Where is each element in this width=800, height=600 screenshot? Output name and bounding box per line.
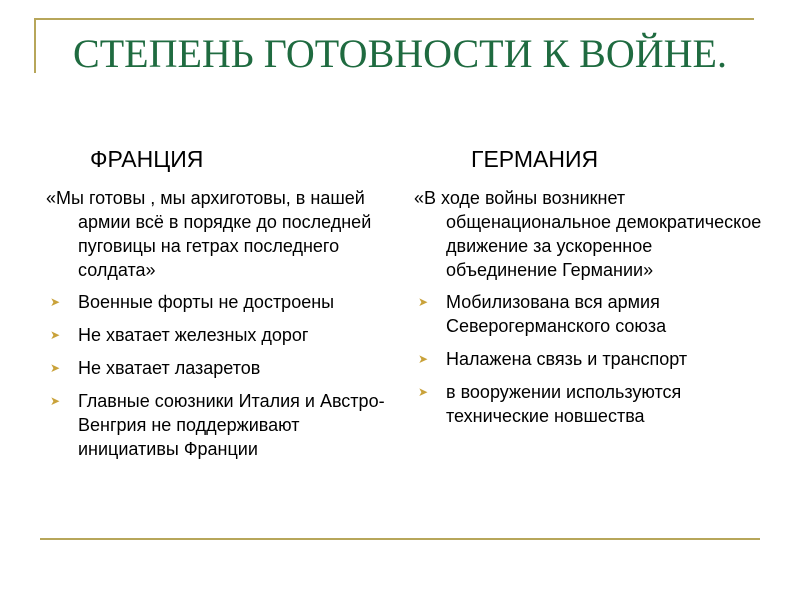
column-heading-france: ФРАНЦИЯ (90, 146, 204, 172)
slide-title: СТЕПЕНЬ ГОТОВНОСТИ К ВОЙНЕ. (73, 31, 727, 76)
list-item-text: Главные союзники Италия и Австро-Венгрия не поддерживают инициативы Франции (78, 391, 385, 459)
list-item-text: Мобилизована вся армия Северогерманского союза (446, 292, 667, 336)
frame-left-rule (34, 18, 36, 73)
arrowhead-bullet-icon: ➤ (418, 352, 429, 366)
arrowhead-bullet-icon: ➤ (50, 394, 61, 408)
list-item (46, 389, 386, 461)
frame-top-rule (34, 18, 754, 20)
list-item (46, 356, 386, 380)
bullet-list-france (46, 290, 386, 461)
list-item-text: в вооружении используются технические новшества (446, 382, 682, 426)
arrowhead-bullet-icon: ➤ (418, 385, 429, 399)
list-item-text: Налажена связь и транспорт (446, 349, 688, 369)
arrowhead-bullet-icon: ➤ (418, 295, 429, 309)
list-item-text: Военные форты не достроены (78, 292, 335, 312)
column-heading-germany: ГЕРМАНИЯ (471, 146, 599, 172)
arrowhead-bullet-icon: ➤ (50, 361, 61, 375)
column-germany (414, 144, 764, 437)
list-item (414, 290, 764, 338)
column-france (46, 144, 386, 470)
list-item (414, 347, 764, 371)
frame-bottom-rule (40, 538, 760, 540)
arrowhead-bullet-icon: ➤ (50, 328, 61, 342)
list-item (414, 380, 764, 428)
list-item (46, 323, 386, 347)
list-item-text: Не хватает железных дорог (78, 325, 309, 345)
quote-germany: «В ходе войны возникнет общенациональное демократическое движение за ускоренное объединение Германии» (414, 188, 762, 280)
quote-france: «Мы готовы , мы архиготовы, в нашей армии всё в порядке до последней пуговицы на гетрах последнего солдата» (46, 188, 372, 280)
arrowhead-bullet-icon: ➤ (50, 295, 61, 309)
list-item-text: Не хватает лазаретов (78, 358, 261, 378)
list-item (46, 290, 386, 314)
bullet-list-germany (414, 290, 764, 428)
